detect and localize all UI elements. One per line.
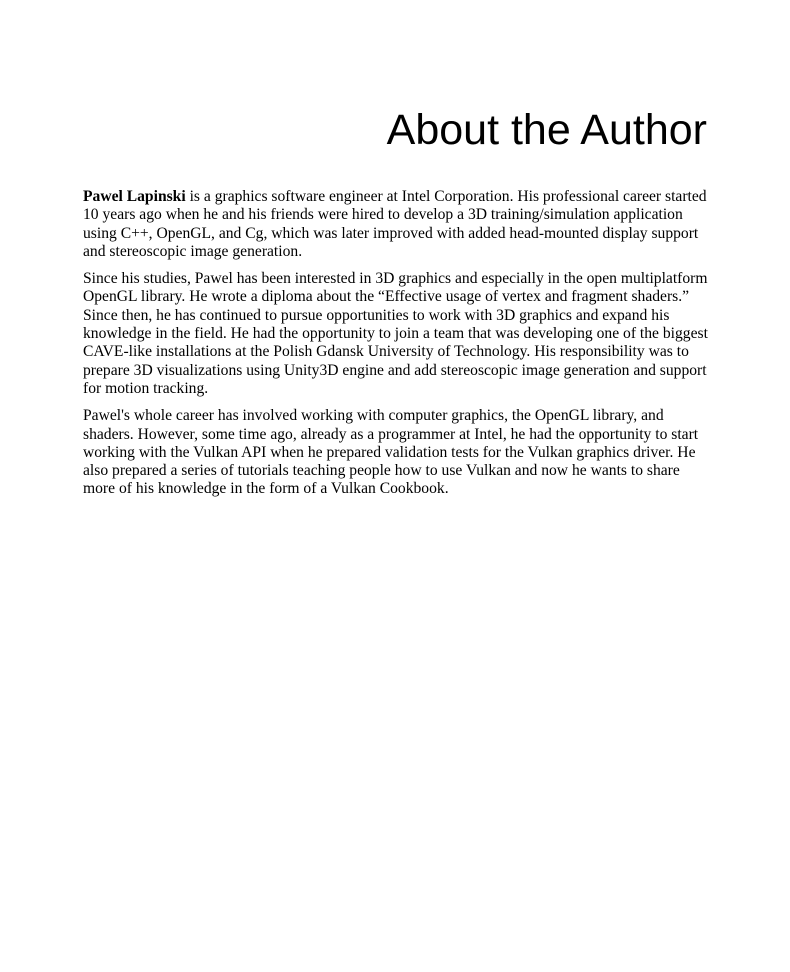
bio-paragraph-1-text: is a graphics software engineer at Intel Corporation. His professional career started 10 years ago when he and his friends were hired to develop a 3D training/simulation application using C++, OpenGL, and Cg, which was later improved with added head-mounted display support and stereoscopic image generation. <box>83 188 707 260</box>
author-name: Pawel Lapinski <box>83 188 186 205</box>
author-bio <box>83 188 708 508</box>
bio-paragraph-2: Since his studies, Pawel has been interested in 3D graphics and especially in the open multiplatform OpenGL library. He wrote a diploma about the “Effective usage of vertex and fragment shaders.” Since then, he has continued to pursue opportunities to work with 3D graphics and expand his knowledge in the field. He had the opportunity to join a team that was developing one of the biggest CAVE-like installations at the Polish Gdansk University of Technology. His responsibility was to prepare 3D visualizations using Unity3D engine and add stereoscopic image generation and support for motion tracking. <box>83 270 708 397</box>
bio-paragraph-3: Pawel's whole career has involved working with computer graphics, the OpenGL library, and shaders. However, some time ago, already as a programmer at Intel, he had the opportunity to start working with the Vulkan API when he prepared validation tests for the Vulkan graphics driver. He also prepared a series of tutorials teaching people how to use Vulkan and now he wants to share more of his knowledge in the form of a Vulkan Cookbook. <box>83 407 699 498</box>
bio-paragraph-1 <box>83 188 708 261</box>
page-title: About the Author <box>386 106 707 154</box>
